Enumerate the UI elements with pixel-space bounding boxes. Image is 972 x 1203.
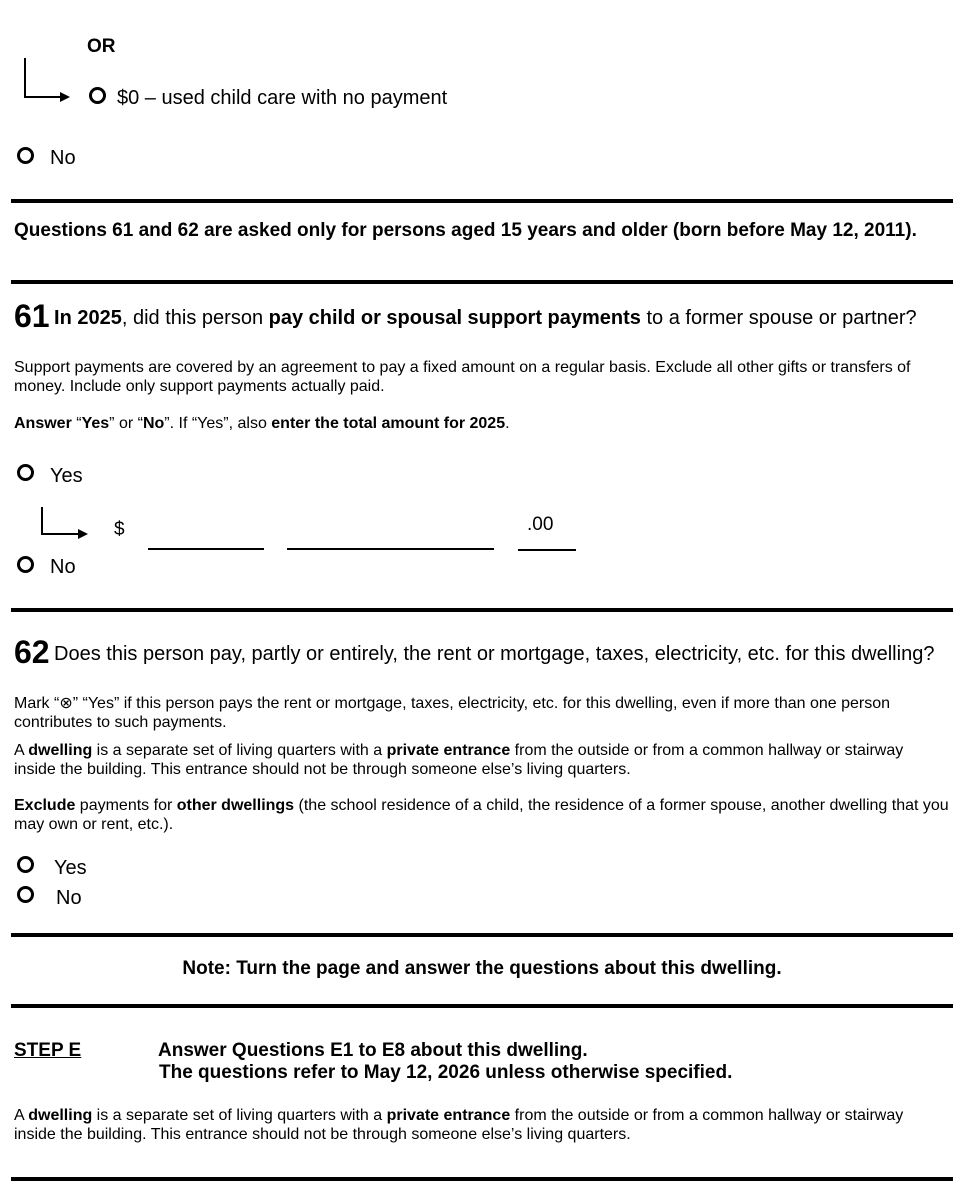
q61-instruction — [14, 414, 934, 433]
def-text: from the outside or from a common hallway or stairway inside the building. This entrance should not be through someone else’s living quarters. — [14, 742, 904, 778]
q62-heading — [14, 634, 959, 671]
def-text: A — [14, 1107, 29, 1124]
instr-no: No — [142, 415, 165, 432]
instr-text: “ — [71, 415, 82, 432]
q62-no-label: No — [56, 887, 82, 909]
instr-total: enter the total amount for 2025 — [271, 415, 506, 432]
divider — [11, 199, 953, 203]
excl-exclude: Exclude — [14, 797, 76, 814]
zero-payment-label: $0 – used child care with no payment — [117, 87, 448, 109]
step-e-line1: Answer Questions E1 to E8 about this dwelling. — [158, 1040, 588, 1061]
instr-text: ” or “ — [109, 415, 143, 432]
def-dwelling: dwelling — [28, 742, 93, 759]
q61-text: , did this person — [121, 307, 269, 329]
no-childcare-radio[interactable] — [17, 147, 34, 164]
amount-field-dollars[interactable] — [287, 548, 494, 550]
q61-heading — [14, 298, 959, 335]
q62-mark-help: Mark “⊗” “Yes” if this person pays the rent or mortgage, taxes, electricity, etc. for this dwelling, even if more than one person contributes to such payments. — [14, 695, 891, 731]
def-private-entrance: private entrance — [386, 742, 511, 759]
def-text: A — [14, 742, 29, 759]
q61-text-tail: to a former spouse or partner? — [640, 307, 917, 329]
q62-no-radio[interactable] — [17, 886, 34, 903]
step-e-label: STEP E — [14, 1040, 82, 1061]
age-notice: Questions 61 and 62 are asked only for persons aged 15 years and older (born before May 12, 2011). — [14, 220, 917, 241]
q61-bold-support: pay child or spousal support payments — [268, 307, 641, 329]
def-private-entrance: private entrance — [386, 1107, 511, 1124]
def-text: is a separate set of living quarters with a — [92, 742, 387, 759]
q62-exclude-note — [14, 796, 959, 834]
divider — [11, 1004, 953, 1008]
cents-label: .00 — [527, 514, 554, 535]
q61-help: Support payments are covered by an agreement to pay a fixed amount on a regular basis. Exclude all other gifts or transfers of money. Include only support payments actually paid. — [14, 359, 911, 395]
q62-dwelling-definition — [14, 741, 934, 779]
def-text: from the outside or from a common hallway or stairway inside the building. This entrance should not be through someone else’s living quarters. — [14, 1107, 904, 1143]
q61-yes-label: Yes — [50, 465, 83, 487]
step-e-line2: The questions refer to May 12, 2026 unless otherwise specified. — [159, 1062, 733, 1083]
q61-yes-radio[interactable] — [17, 464, 34, 481]
instr-text: ”. If “Yes”, also — [164, 415, 272, 432]
excl-text: payments for — [75, 797, 177, 814]
def-text: is a separate set of living quarters with a — [92, 1107, 387, 1124]
q62-yes-radio[interactable] — [17, 856, 34, 873]
amount-field-thousands[interactable] — [148, 548, 264, 550]
step-e-dwelling-definition — [14, 1106, 934, 1144]
instr-text: . — [505, 415, 510, 432]
turn-page-note: Note: Turn the page and answer the questions about this dwelling. — [182, 958, 782, 979]
q62-number: 62 — [14, 634, 50, 670]
instr-yes: Yes — [81, 415, 110, 432]
or-label: OR — [87, 36, 116, 57]
q62-text: Does this person pay, partly or entirely, the rent or mortgage, taxes, electricity, etc. for this dwelling? — [54, 643, 935, 665]
q61-no-label: No — [50, 556, 76, 578]
divider — [11, 280, 953, 284]
excl-other-dwellings: other dwellings — [176, 797, 295, 814]
excl-text: (the school residence of a child, the residence of a former spouse, another dwelling that you may own or rent, etc.). — [14, 797, 949, 833]
q61-number: 61 — [14, 298, 50, 334]
divider — [11, 1177, 953, 1181]
divider — [11, 933, 953, 937]
divider — [11, 608, 953, 612]
zero-payment-radio[interactable] — [89, 87, 106, 104]
q61-no-radio[interactable] — [17, 556, 34, 573]
q61-bold-year: In 2025 — [54, 307, 122, 329]
no-childcare-label: No — [50, 147, 76, 169]
instr-answer: Answer — [14, 415, 72, 432]
amount-field-cents[interactable] — [518, 549, 576, 551]
q62-yes-label: Yes — [54, 857, 87, 879]
def-dwelling: dwelling — [28, 1107, 93, 1124]
dollar-sign: $ — [114, 519, 125, 540]
